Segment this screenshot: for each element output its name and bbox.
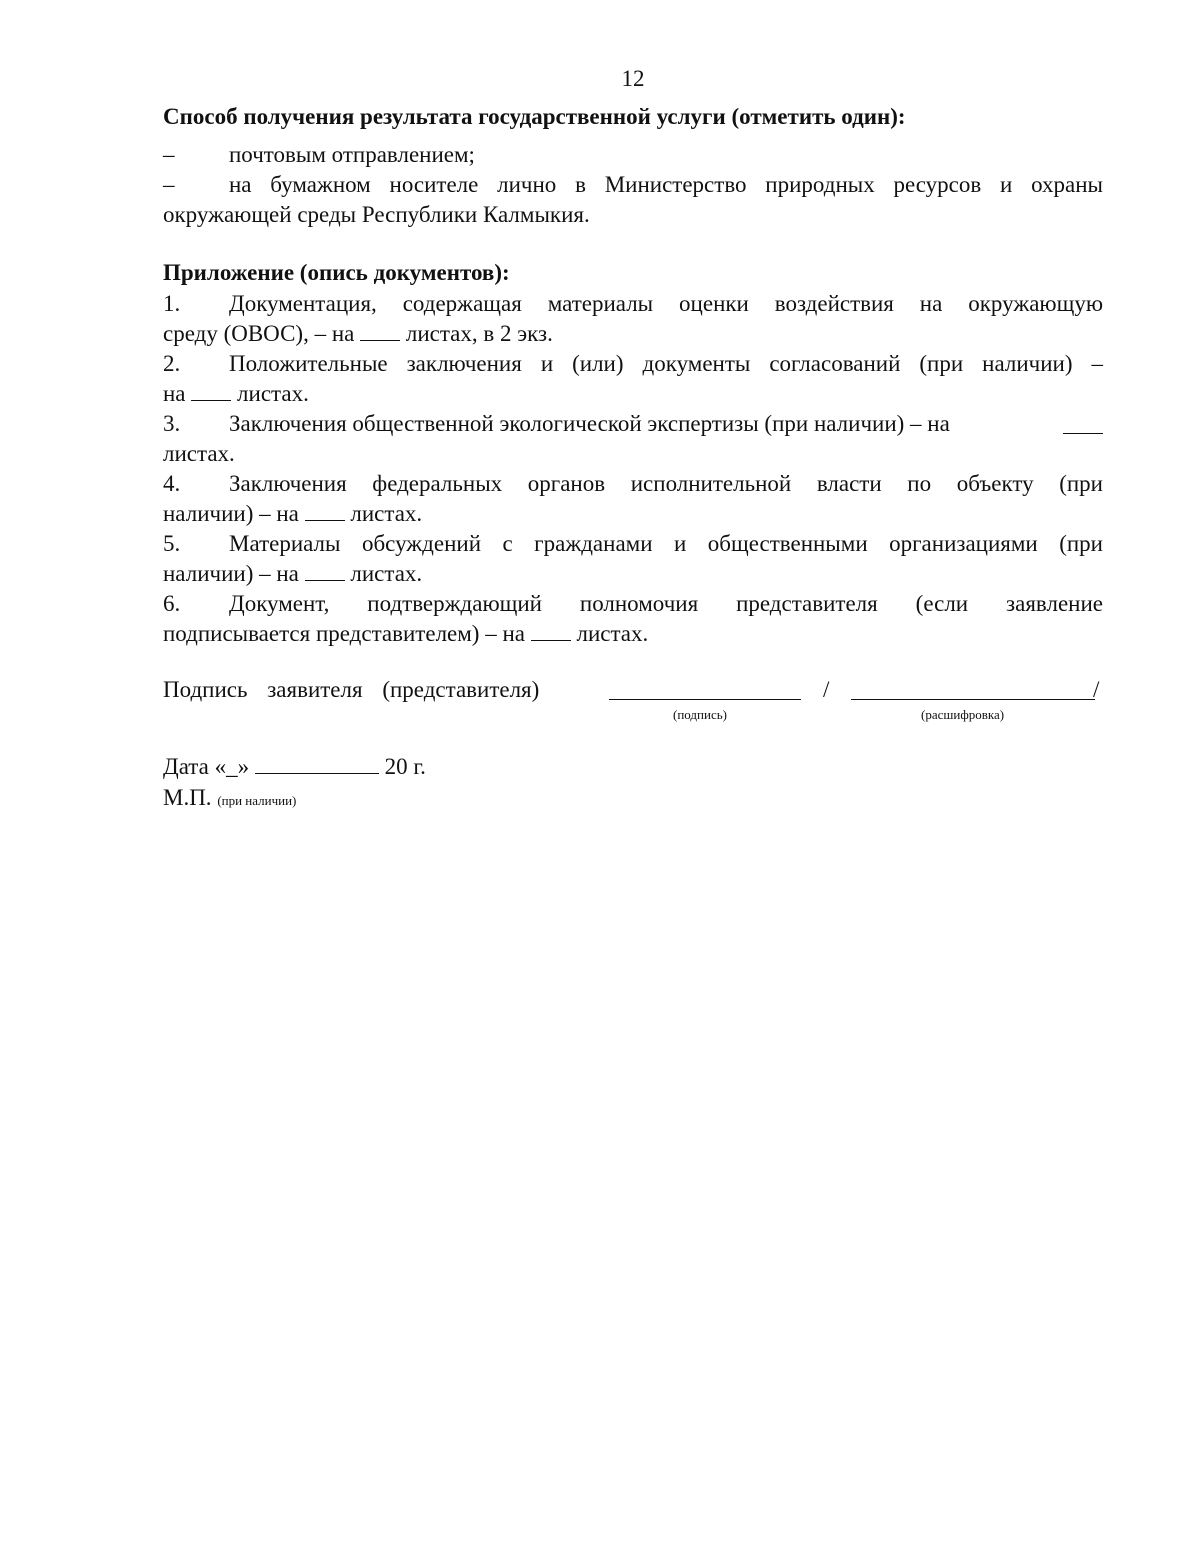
item-number: 6. <box>163 591 181 616</box>
date-year: 20 г. <box>384 754 426 779</box>
item-text: наличии) – на <box>163 561 299 586</box>
item-number: 3. <box>163 411 181 436</box>
stamp-note: (при наличии) <box>217 793 297 808</box>
item-text: Документация, содержащая материалы оценки воздействия на окружающую <box>229 291 1103 316</box>
item-text: листах. <box>350 561 423 586</box>
stamp-row <box>163 785 296 811</box>
item-text: листах. <box>163 441 235 466</box>
signature-slash: / <box>823 677 830 702</box>
decoding-slash: / <box>1093 677 1100 702</box>
appendix-item-6-line1 <box>163 589 1103 619</box>
signature-label: Подпись заявителя (представителя) <box>163 677 540 702</box>
appendix-item-2-line1 <box>163 349 1103 379</box>
date-label: Дата «_» <box>163 754 250 779</box>
date-row <box>163 753 426 780</box>
appendix-item-4-line2 <box>163 499 1103 529</box>
receipt-option-postal <box>163 140 1103 170</box>
item-text: среду (ОВОС), – на <box>163 321 355 346</box>
sheets-blank <box>531 620 571 641</box>
appendix-item-2-line2 <box>163 379 1103 409</box>
item-text: наличии) – на <box>163 501 299 526</box>
receipt-method-title: Способ получения результата государственной услуги (отметить один): <box>163 104 906 129</box>
item-text: листах. <box>576 621 649 646</box>
item-text: Заключения общественной экологической экспертизы (при наличии) – на <box>229 411 950 436</box>
appendix-item-5-line1 <box>163 529 1103 559</box>
signature-row <box>163 677 1103 727</box>
sheets-blank <box>1063 413 1103 434</box>
stamp-label: М.П. <box>163 785 212 810</box>
sheets-blank <box>305 500 345 521</box>
sheets-blank <box>360 320 400 341</box>
item-text: Документ, подтверждающий полномочия представителя (если заявление <box>229 591 1103 616</box>
sheets-blank <box>191 380 231 401</box>
option-text: на бумажном носителе лично в Министерство природных ресурсов и охраны <box>229 172 1103 197</box>
date-blank <box>255 753 379 774</box>
appendix-item-6-line2 <box>163 619 1103 649</box>
item-number: 1. <box>163 291 181 316</box>
decoding-caption: (расшифровка) <box>921 707 1005 722</box>
bullet-dash: – <box>163 142 175 167</box>
item-text: листах. <box>350 501 423 526</box>
item-text: Положительные заключения и (или) документы согласований (при наличии) – <box>229 351 1103 376</box>
appendix-title: Приложение (опись документов): <box>163 260 510 285</box>
item-number: 4. <box>163 471 181 496</box>
appendix-item-3-line2 <box>163 439 1103 469</box>
item-text: Заключения федеральных органов исполнительной власти по объекту (при <box>229 471 1103 496</box>
item-text: листах. <box>237 381 309 406</box>
appendix-item-1-line1 <box>163 289 1103 319</box>
decoding-line <box>851 699 1095 700</box>
appendix-item-3-line1 <box>163 409 1103 439</box>
item-number: 2. <box>163 351 181 376</box>
option-text: почтовым отправлением; <box>229 142 475 167</box>
appendix-item-4-line1 <box>163 469 1103 499</box>
item-text: листах, в 2 экз. <box>405 321 553 346</box>
item-text: Материалы обсуждений с гражданами и общественными организациями (при <box>229 531 1103 556</box>
sheets-blank <box>305 560 345 581</box>
signature-caption: (подпись) <box>673 707 727 722</box>
receipt-option-paper-line1 <box>163 170 1103 200</box>
item-text: подписывается представителем) – на <box>163 621 525 646</box>
page-number: 12 <box>621 66 645 91</box>
bullet-dash: – <box>163 172 175 197</box>
item-text: на <box>163 381 186 406</box>
item-number: 5. <box>163 531 181 556</box>
signature-line <box>609 699 801 700</box>
appendix-item-1-line2 <box>163 319 1103 349</box>
receipt-option-paper-line2: окружающей среды Республики Калмыкия. <box>163 202 590 227</box>
appendix-item-5-line2 <box>163 559 1103 589</box>
